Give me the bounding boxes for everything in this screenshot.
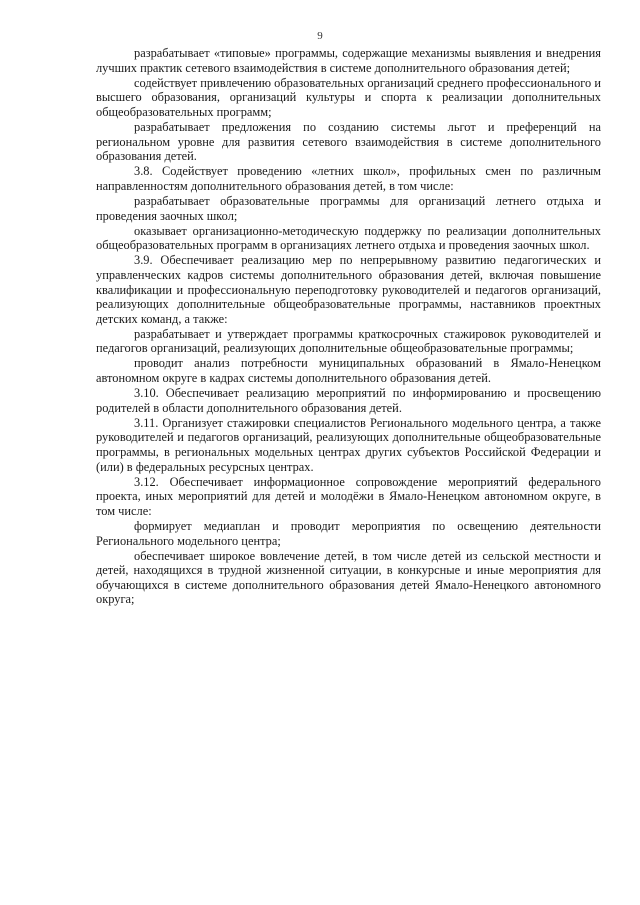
paragraph: разрабатывает и утверждает программы краткосрочных стажировок руководителей и педагогов организаций, реализующих дополнительные общеобразовательные программы; xyxy=(96,326,601,356)
paragraph: 3.10. Обеспечивает реализацию мероприятий по информированию и просвещению родителей в области дополнительного образования детей. xyxy=(96,386,601,415)
paragraph: 3.8. Содействует проведению «летних школ», профильных смен по различным направленностям дополнительного образования детей, в том числе: xyxy=(96,164,601,193)
paragraph: 3.11. Организует стажировки специалистов Регионального модельного центра, а также руководителей и педагогов организаций, реализующих дополнительные общеобразовательные программы, в региональных модельных центрах других субъектов Российской Федерации и (или) в федеральных ресурсных центрах. xyxy=(96,415,601,474)
paragraph: разрабатывает образовательные программы для организаций летнего отдыха и проведения заочных школ; xyxy=(96,193,601,223)
paragraph: содействует привлечению образовательных организаций среднего профессионального и высшего образования, организаций культуры и спорта к реализации дополнительных общеобразовательных программ; xyxy=(96,75,601,119)
paragraph: разрабатывает предложения по созданию системы льгот и преференций на региональном уровне для развития сетевого взаимодействия в системе дополнительного образования детей. xyxy=(96,119,601,164)
page-number: 9 xyxy=(317,30,323,42)
paragraph: 3.9. Обеспечивает реализацию мер по непрерывному развитию педагогических и управленческих кадров системы дополнительного образования детей, включая повышение квалификации и профессиональную переподготовку руководителей и педагогов организаций, реализующих дополнительные общеобразовательные программы, наставников проектных детских команд, а также: xyxy=(96,253,601,326)
paragraph: разрабатывает «типовые» программы, содержащие механизмы выявления и внедрения лучших практик сетевого взаимодействия в системе дополнительного образования детей; xyxy=(96,46,601,75)
paragraph: обеспечивает широкое вовлечение детей, в том числе детей из сельской местности и детей, находящихся в трудной жизненной ситуации, в конкурсные и иные мероприятия для обучающихся в системе дополнительного образования детей Ямало-Ненецкого автономного округа; xyxy=(96,548,601,607)
document-body xyxy=(96,46,601,608)
paragraph: 3.12. Обеспечивает информационное сопровождение мероприятий федерального проекта, иных мероприятий для детей и молодёжи в Ямало-Ненецком автономном округе, в том числе: xyxy=(96,474,601,518)
paragraph: оказывает организационно-методическую поддержку по реализации дополнительных общеобразовательных программ в организациях летнего отдыха и проведения заочных школ. xyxy=(96,223,601,253)
paragraph: формирует медиаплан и проводит мероприятия по освещению деятельности Регионального модельного центра; xyxy=(96,519,601,548)
paragraph: проводит анализ потребности муниципальных образований в Ямало-Ненецком автономном округе в кадрах системы дополнительного образования детей. xyxy=(96,356,601,386)
